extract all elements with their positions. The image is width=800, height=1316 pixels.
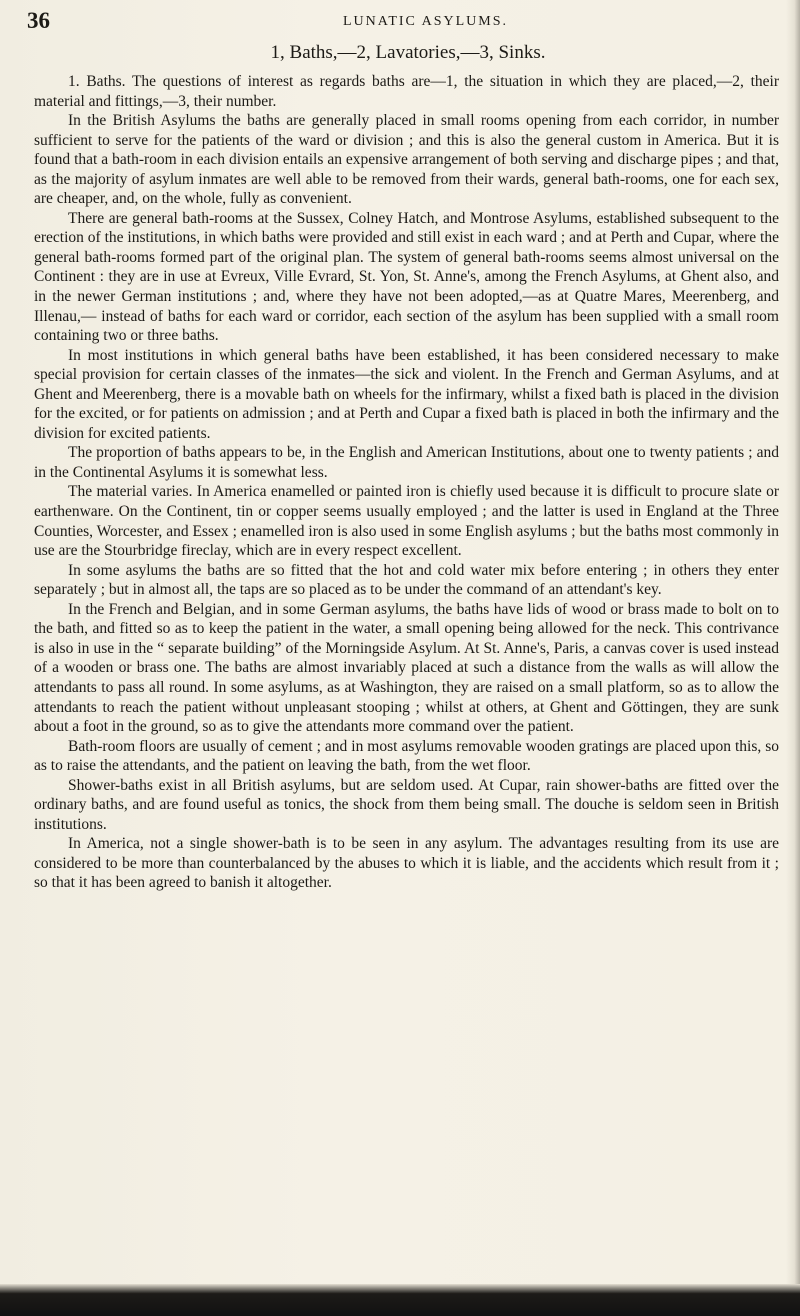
body-text (34, 72, 779, 893)
section-subheading: 1, Baths,—2, Lavatories,—3, Sinks. (270, 42, 546, 63)
running-head: LUNATIC ASYLUMS. (343, 14, 509, 29)
paragraph-baths-intro: 1. Baths. The questions of interest as regards baths are—1, the situation in which they are placed,—2, their material and fittings,—3, their number. (34, 73, 779, 110)
paragraph-material: The material varies. In America enamelled or painted iron is chiefly used because it is difficult to procure slate or earthenware. On the Continent, tin or copper seems usually employed ; and the latter is used in England at the Three Counties, Worcester, and Essex ; enamelled iron is also used in some English asylums ; but the baths most commonly in use are the Stourbridge fireclay, which are in every respect excellent. (34, 483, 779, 560)
paragraph-shower-baths: Shower-baths exist in all British asylums, but are seldom used. At Cupar, rain shower-baths are fitted over the ordinary baths, and are found useful as tonics, the shock from them being small. The douche is seldom seen in British institutions. (34, 776, 779, 833)
paragraph-special-provision: In most institutions in which general baths have been established, it has been considered necessary to make special provision for certain classes of the inmates—the sick and violent. In the French and German Asylums, and at Ghent and Meerenberg, there is a movable bath on wheels for the infirmary, whilst a fixed bath is placed in the division for the excited, or for patients on admission ; and at Perth and Cupar a fixed bath is placed in both the infirmary and the division for excited patients. (34, 346, 779, 442)
scan-bottom-border (0, 1284, 800, 1316)
page-edge-shadow (786, 0, 800, 1316)
paragraph-proportion: The proportion of baths appears to be, in the English and American Institutions, about one to twenty patients ; and in the Continental Asylums it is somewhat less. (34, 444, 779, 481)
paragraph-america-showers: In America, not a single shower-bath is to be seen in any asylum. The advantages resulting from its use are considered to be more than counterbalanced by the abuses to which it is liable, and the accidents which result from it ; so that it has been agreed to banish it altogether. (34, 835, 779, 892)
paragraph-bath-lids: In the French and Belgian, and in some German asylums, the baths have lids of wood or brass made to bolt on to the bath, and fitted so as to keep the patient in the water, a small opening being allowed for the neck. This contrivance is also in use in the “ separate building” of the Morningside Asylum. At St. Anne's, Paris, a canvas cover is used instead of a wooden or brass one. The baths are almost invariably placed at such a distance from the walls as will allow the attendants to pass all round. In some asylums, as at Washington, they are raised on a small platform, so as to allow the attendants to reach the patient without unpleasant stooping ; whilst at others, at Ghent and Göttingen, they are sunk about a foot in the ground, so as to give the attendants more command over the patient. (34, 600, 779, 736)
paragraph-general-bath-rooms: There are general bath-rooms at the Sussex, Colney Hatch, and Montrose Asylums, established subsequent to the erection of the institutions, in which baths were provided and still exist in each ward ; and at Perth and Cupar, where the general bath-rooms formed part of the original plan. The system of general bath-rooms seems almost universal on the Continent : they are in use at Evreux, Ville Evrard, St. Yon, St. Anne's, among the French Asylums, at Ghent also, and in the newer German institutions ; and, where they have not been adopted,—as at Quatre Mares, Meerenberg, and Illenau,— instead of baths for each ward or corridor, each section of the asylum has been supplied with a small room containing two or three baths. (34, 209, 779, 345)
paragraph-floors: Bath-room floors are usually of cement ; and in most asylums removable wooden gratings are placed upon this, so as to raise the attendants, and the patient on leaving the bath, from the wet floor. (34, 737, 779, 775)
page-number: 36 (27, 8, 50, 33)
paragraph-water-mixing: In some asylums the baths are so fitted that the hot and cold water mix before entering ; in others they enter separately ; but in almost all, the taps are so placed as to be under the command of an attendant's key. (34, 561, 779, 599)
paragraph-british-asylums: In the British Asylums the baths are generally placed in small rooms opening from each corridor, in number sufficient to serve for the patients of the ward or division ; and this is also the general custom in America. But it is found that a bath-room in each division entails an expensive arrangement of both serving and discharge pipes ; and that, as the majority of asylum inmates are well able to be removed from their wards, general bath-rooms, one for each sex, are cheaper, and, on the whole, fully as convenient. (34, 112, 779, 208)
